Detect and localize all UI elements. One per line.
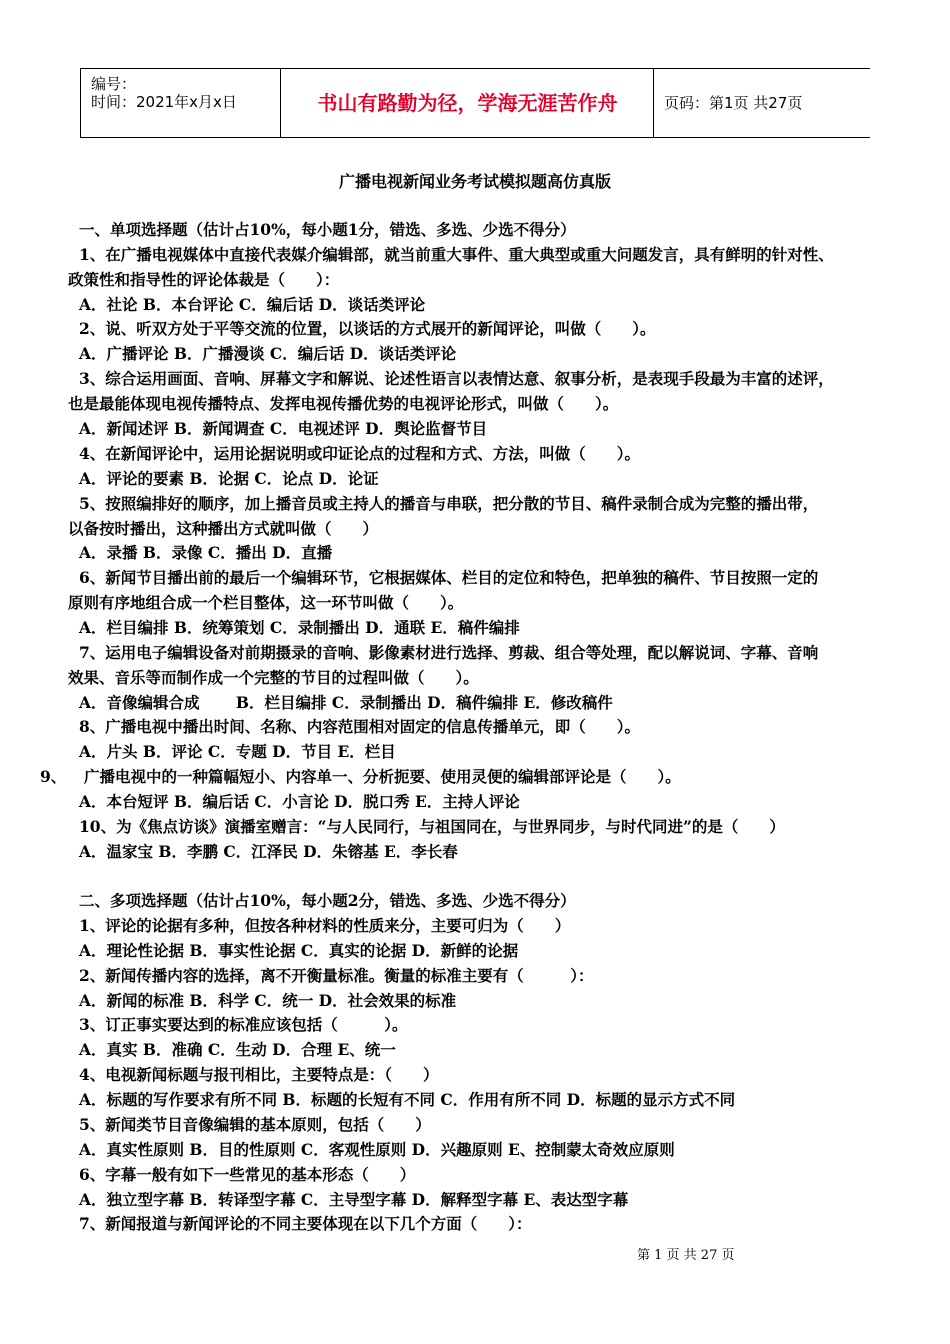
question-line: 也是最能体现电视传播特点、发挥电视传播优势的电视评论形式，叫做（ ）。 <box>68 394 619 413</box>
question-line: 广播电视中的一种篇幅短小、内容单一、分析扼要、使用灵便的编辑部评论是（ ）。 <box>84 767 681 786</box>
answer-options: A．新闻述评 B．新闻调查 C．电视述评 D．舆论监督节目 <box>79 419 488 438</box>
answer-options: A．独立型字幕 B．转译型字幕 C．主导型字幕 D．解释型字幕 E、表达型字幕 <box>79 1190 629 1209</box>
question-line: 以备按时播出，这种播出方式就叫做（ ） <box>68 519 379 538</box>
section-heading: 二、多项选择题（估计占10%，每小题2分，错选、多选、少选不得分） <box>79 891 576 910</box>
answer-options: A．新闻的标准 B．科学 C．统一 D．社会效果的标准 <box>79 991 457 1010</box>
question-line: 4、在新闻评论中，运用论据说明或印证论点的过程和方式、方法，叫做（ ）。 <box>79 444 641 463</box>
answer-options: A．真实 B．准确 C．生动 D．合理 E、统一 <box>79 1040 396 1059</box>
section-heading: 一、单项选择题（估计占10%，每小题1分，错选、多选、少选不得分） <box>79 220 576 239</box>
page-footer: 第 1 页 共 27 页 <box>637 1248 735 1263</box>
question-line: 6、新闻节目播出前的最后一个编辑环节，它根据媒体、栏目的定位和特色，把单独的稿件、节目按照一定的 <box>79 568 819 587</box>
header-motto: 书山有路勤为径，学海无涯苦作舟 <box>317 91 618 115</box>
document-title: 广播电视新闻业务考试模拟题高仿真版 <box>338 172 611 191</box>
question-line: 2、说、听双方处于平等交流的位置，以谈话的方式展开的新闻评论，叫做（ ）。 <box>79 319 656 338</box>
answer-options: A．理论性论据 B．事实性论据 C．真实的论据 D．新鲜的论据 <box>79 941 519 960</box>
answer-options: A．片头 B．评论 C．专题 D．节目 E．栏目 <box>79 742 396 761</box>
question-line: 1、在广播电视媒体中直接代表媒介编辑部，就当前重大事件、重大典型或重大问题发言，具有鲜明的针对性、 <box>79 245 834 264</box>
question-line: 政策性和指导性的评论体裁是（ ）： <box>68 270 340 289</box>
question-line: 原则有序地组合成一个栏目整体，这一环节叫做（ ）。 <box>68 593 464 612</box>
question-line: 2、新闻传播内容的选择，离不开衡量标准。衡量的标准主要有（ ）： <box>79 966 594 985</box>
question-line: 4、电视新闻标题与报刊相比，主要特点是：（ ） <box>79 1065 439 1084</box>
answer-options: A．音像编辑合成 B．栏目编排 C．录制播出 D．稿件编排 E．修改稿件 <box>79 693 613 712</box>
question-line: 5、新闻类节目音像编辑的基本原则，包括（ ） <box>79 1115 431 1134</box>
question-number: 9、 <box>40 767 67 786</box>
question-line: 7、运用电子编辑设备对前期摄录的音响、影像素材进行选择、剪裁、组合等处理，配以解说词、字幕、音响 <box>79 643 819 662</box>
question-line: 1、评论的论据有多种，但按各种材料的性质来分，主要可归为（ ） <box>79 916 571 935</box>
document-time-label: 时间：2021年x月x日 <box>91 93 237 111</box>
answer-options: A．录播 B．录像 C．播出 D．直播 <box>79 543 333 562</box>
question-line: 7、新闻报道与新闻评论的不同主要体现在以下几个方面（ ）： <box>79 1214 532 1233</box>
answer-options: A．标题的写作要求有所不同 B．标题的长短有不同 C．作用有所不同 D．标题的显示方式不同 <box>79 1090 736 1109</box>
answer-options: A．社论 B．本台评论 C．编后话 D．谈话类评论 <box>79 295 426 314</box>
question-line: 效果、音乐等而制作成一个完整的节目的过程叫做（ ）。 <box>68 668 479 687</box>
answer-options: A．本台短评 B．编后话 C．小言论 D．脱口秀 E．主持人评论 <box>79 792 520 811</box>
answer-options: A．评论的要素 B．论据 C．论点 D．论证 <box>79 469 379 488</box>
answer-options: A．栏目编排 B．统筹策划 C．录制播出 D．通联 E．稿件编排 <box>79 618 520 637</box>
question-line: 3、综合运用画面、音响、屏幕文字和解说、论述性语言以表情达意、叙事分析，是表现手段最为丰富的述评， <box>79 369 834 388</box>
document-number-label: 编号： <box>91 75 137 93</box>
question-line: 8、广播电视中播出时间、名称、内容范围相对固定的信息传播单元，即（ ）。 <box>79 717 641 736</box>
answer-options: A．广播评论 B．广播漫谈 C．编后话 D．谈话类评论 <box>79 344 457 363</box>
header-page-info: 页码：第1页 共27页 <box>664 94 803 112</box>
answer-options: A．真实性原则 B．目的性原则 C．客观性原则 D．兴趣原则 E、控制蒙太奇效应原则 <box>79 1140 675 1159</box>
question-line: 6、字幕一般有如下一些常见的基本形态（ ） <box>79 1165 416 1184</box>
answer-options: A．温家宝 B．李鹏 C．江泽民 D．朱镕基 E．李长春 <box>79 842 458 861</box>
question-line: 5、按照编排好的顺序，加上播音员或主持人的播音与串联，把分散的节目、稿件录制合成为完整的播出带， <box>79 494 819 513</box>
question-line: 10、为《焦点访谈》演播室赠言：“与人民同行，与祖国同在，与世界同步，与时代同进”的是（ ） <box>79 817 785 836</box>
question-line: 3、订正事实要达到的标准应该包括（ ）。 <box>79 1015 408 1034</box>
